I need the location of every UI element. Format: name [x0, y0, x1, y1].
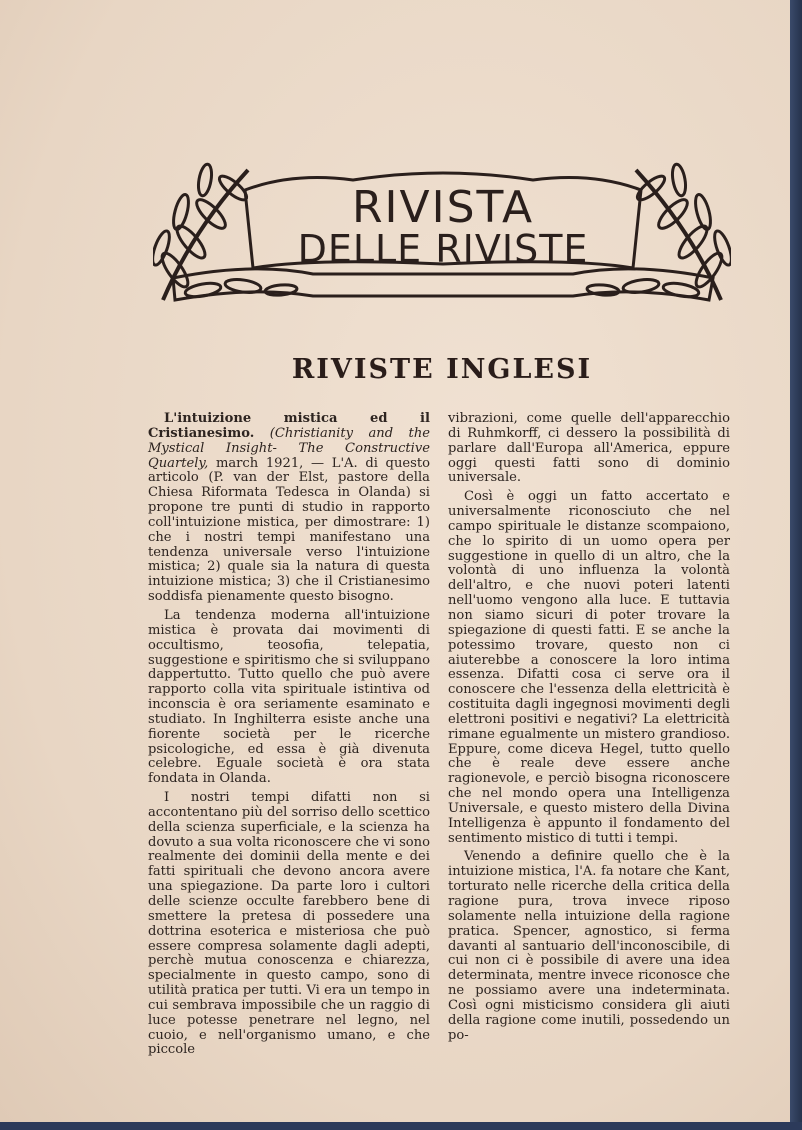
paragraph: I nostri tempi difatti non si accontentano più del sorriso dello scettico della scienza superficiale, e la scienza ha dovuto a sua volta riconoscere che vi sono realmente dei dominii della mente e dei fatti spirituali che devono ancora avere una spiegazione. Da parte loro i cultori delle scienze occulte farebbero bene di smettere la pretesa di possedere una dottrina esoterica e misteriosa che può essere compresa solamente dagli adepti, perchè mutua conoscenza e chiarezza, specialmente in questo campo, sono di utilità pratica per tutti. Vi era un tempo in cui sembrava impossibile che un raggio di luce potesse penetrare nel legno, nel cuoio, e nell'organismo umano, e che piccole	[148, 790, 430, 1058]
paragraph: Venendo a definire quello che è la intuizione mistica, l'A. fa notare che Kant, torturato nelle ricerche della critica della ragione pura, trova invece riposo solamente nella intuizione della ragione pratica. Spencer, agnostico, si ferma davanti al santuario dell'inconoscibile, di cui non ci è possibile di avere una idea determinata, mentre invece riconosce che ne possiamo avere una indeterminata. Così ogni misticismo considera gli aiuti della ragione come inutili, possedendo un po-	[448, 849, 730, 1043]
page-edge-right	[790, 0, 802, 1130]
article-title: L'intuizione mistica ed il Cristianesimo.	[148, 411, 430, 441]
article-intro-text: march 1921, — L'A. di questo articolo (P. van der Elst, pastore della Chiesa Riformata Tedesca in Olanda) si propone tre punti di studio in rapporto coll'intuizione mistica, per dimostrare: 1) che i nostri tempi manifestano una tendenza universale verso l'intuizione mistica; 2) quale sia la natura di questa intuizione mistica; 3) che il Cristianesimo soddisfa pienamente questo bisogno.	[148, 455, 430, 605]
article-source: (Christianity and the Mystical Insight- The Constructive Quartely,	[148, 425, 430, 471]
right-column	[448, 412, 730, 1047]
article-intro	[148, 412, 430, 605]
masthead-line1: RIVISTA	[351, 182, 535, 233]
section-title: RIVISTE INGLESI	[291, 354, 593, 385]
masthead-ornament	[153, 150, 731, 312]
page-edge-bottom	[0, 1122, 802, 1130]
paragraph: vibrazioni, come quelle dell'apparecchio di Ruhmkorff, ci dessero la possibilità di parlare dall'Europa all'America, eppure oggi questi fatti sono di dominio universale.	[448, 411, 730, 486]
left-column	[148, 412, 430, 1062]
masthead-line2: DELLE RIVISTE	[297, 227, 589, 271]
paragraph: Così è oggi un fatto accertato e universalmente riconosciuto che nel campo spirituale le distanze scompaiono, che lo spirito di un uomo opera per suggestione in quello di un altro, che la volontà di uno influenza la volontà dell'altro, e che nuovi poteri latenti nell'uomo vengono alla luce. E tuttavia non siamo sicuri di poter trovare la spiegazione di questi fatti. E se anche la potessimo trovare, questo non ci aiuterebbe a conoscere la loro intima essenza. Difatti cosa ci serve ora il conoscere che l'essenza della elettricità è costituita dagli ingegnosi movimenti degli elettroni positivi e negativi? La elettricità rimane egualmente un mistero grandioso. Eppure, come diceva Hegel, tutto quello che è reale deve essere anche ragionevole, e perciò bisogna riconoscere che nel mondo opera una Intelligenza Universale, e questo mistero della Divina Intelligenza è appunto il fondamento del sentimento mistico di tutti i tempi.	[448, 489, 730, 846]
paragraph: La tendenza moderna all'intuizione mistica è provata dai movimenti di occultismo, teosofia, telepatia, suggestione e spiritismo che si sviluppano dappertutto. Tutto quello che può avere rapporto colla vita spirituale istintiva od inconscia è ora seriamente esaminato e studiato. In Inghilterra esiste anche una fiorente società per le ricerche psicologiche, ed essa è già divenuta celebre. Eguale società è ora stata fondata in Olanda.	[148, 607, 430, 787]
laurel-wreath-banner-icon	[153, 150, 731, 312]
